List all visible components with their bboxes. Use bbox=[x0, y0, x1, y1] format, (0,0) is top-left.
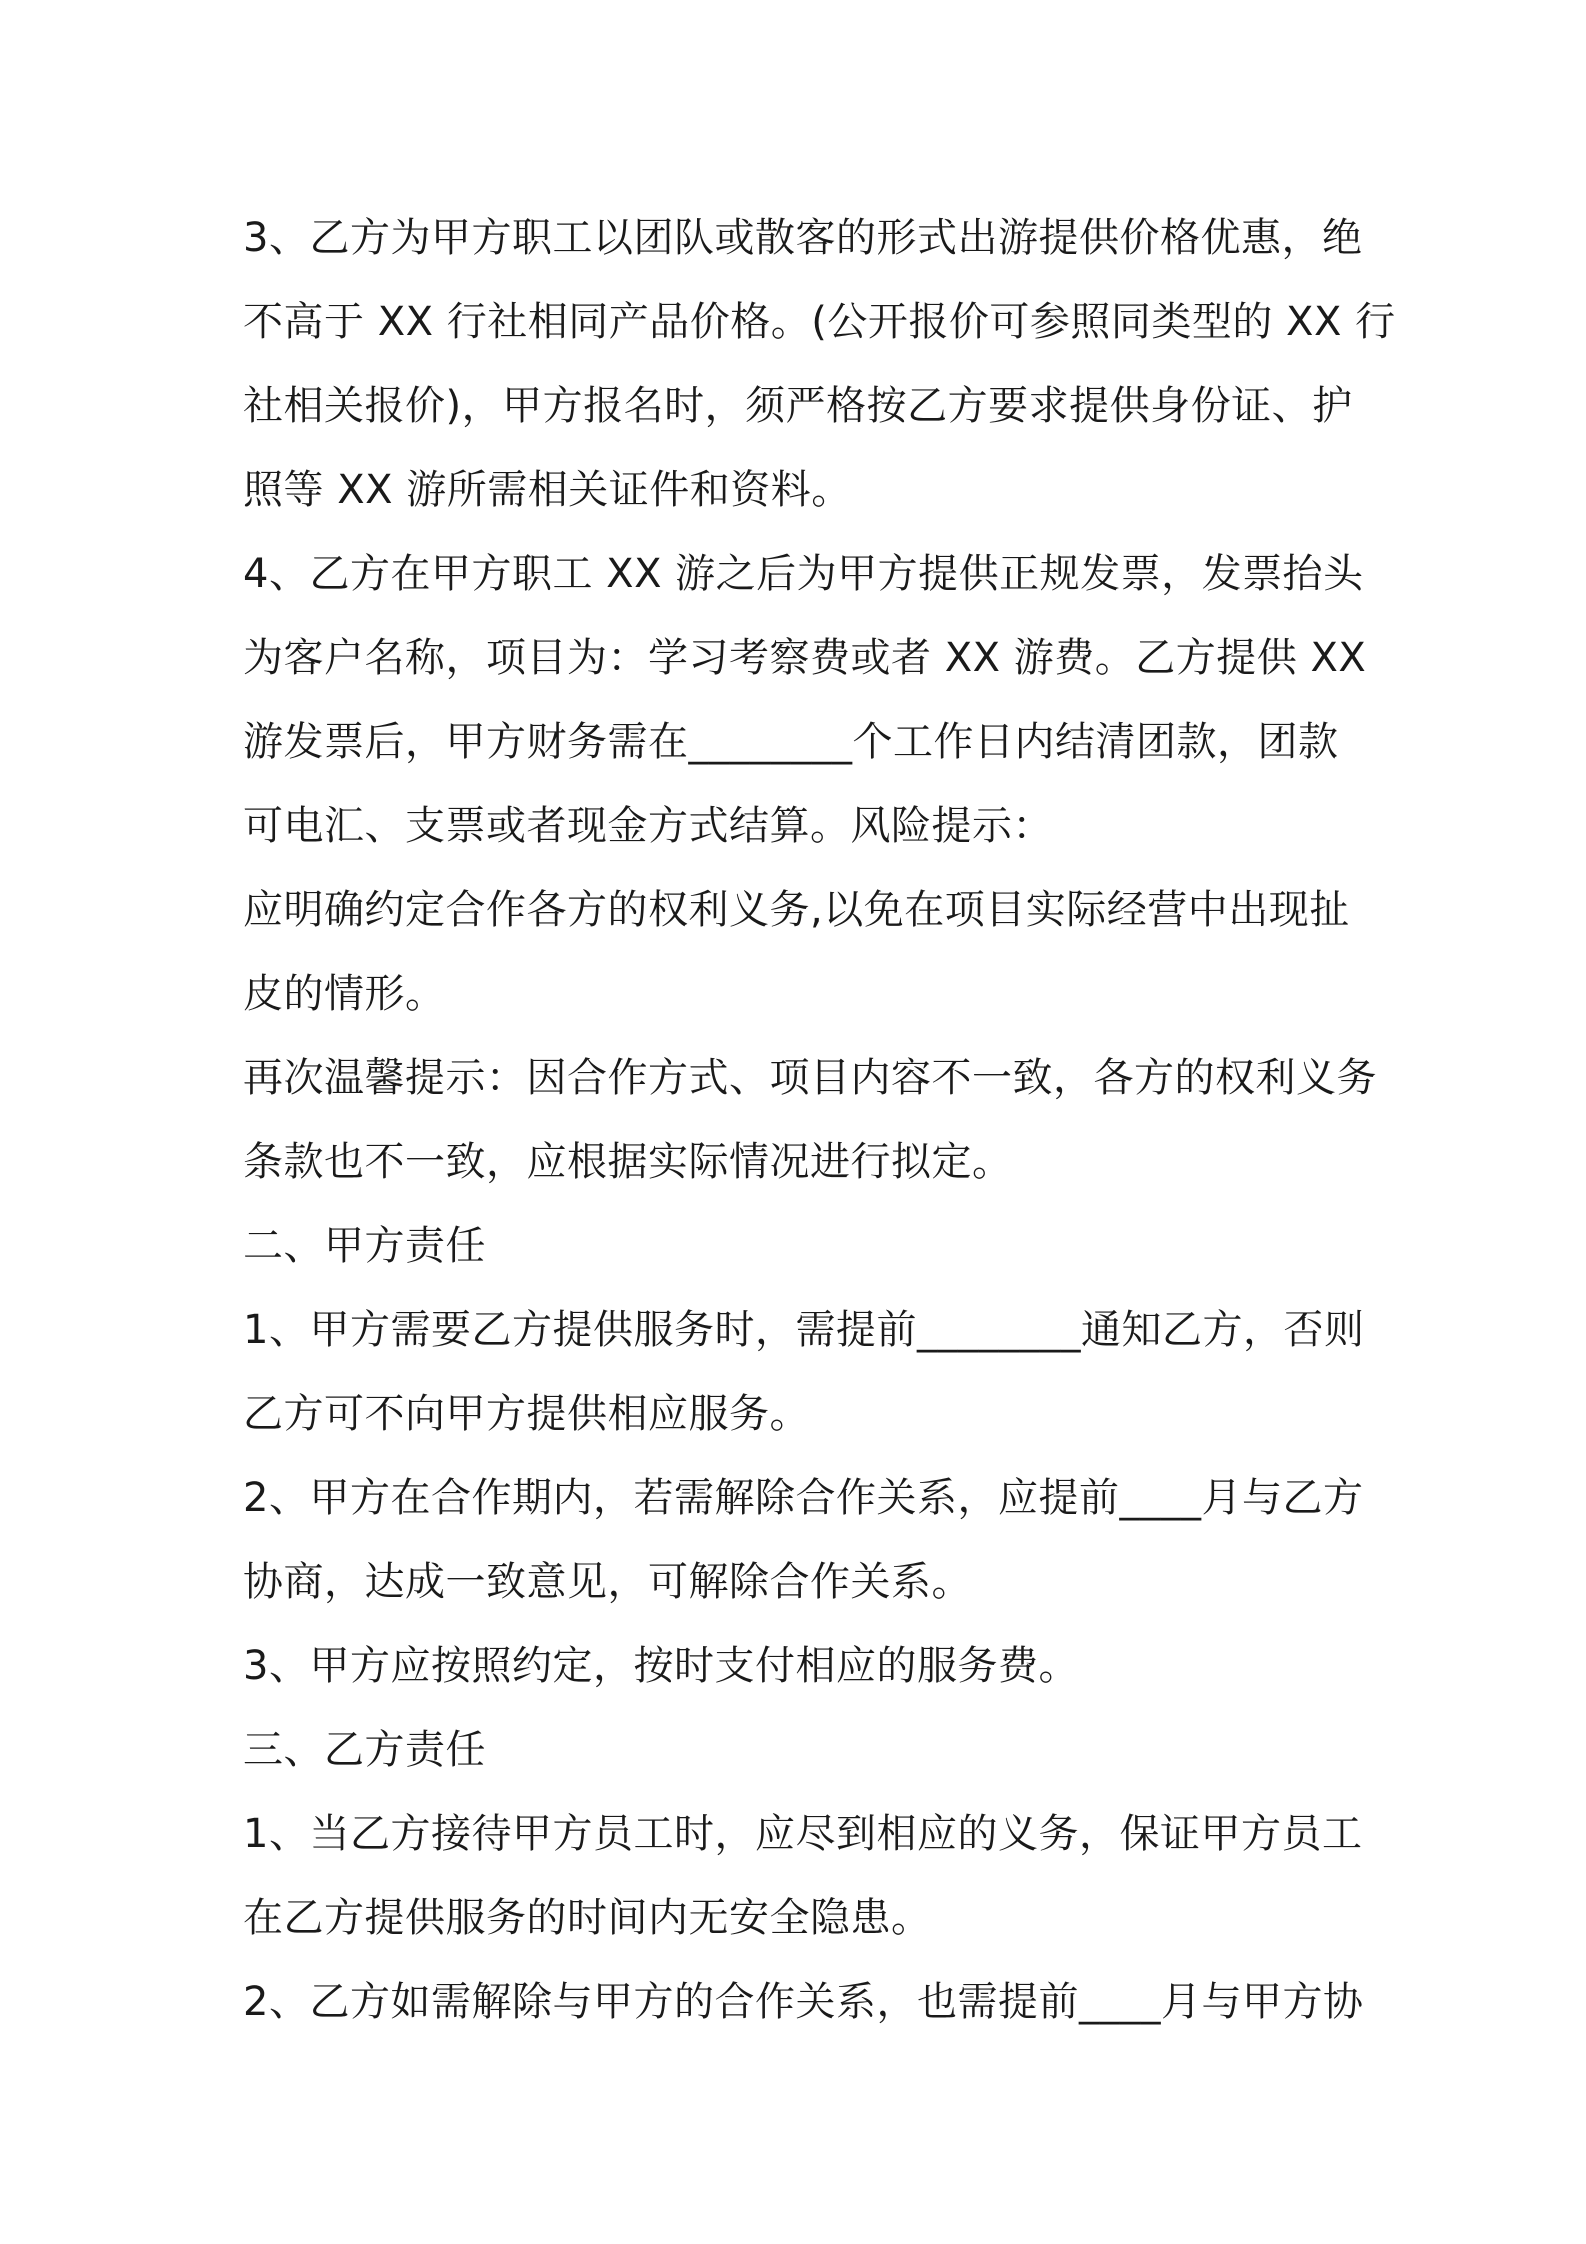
text-line: 1、当乙方接待甲方员工时，应尽到相应的义务，保证甲方员工 bbox=[243, 1811, 1363, 1857]
text-line: 不高于 XX 行社相同产品价格。(公开报价可参照同类型的 XX 行 bbox=[243, 299, 1396, 345]
text-line: 条款也不一致，应根据实际情况进行拟定。 bbox=[243, 1139, 1013, 1185]
text-line: 社相关报价)，甲方报名时，须严格按乙方要求提供身份证、护 bbox=[243, 383, 1353, 429]
text-line: 2、乙方如需解除与甲方的合作关系，也需提前____月与甲方协 bbox=[243, 1979, 1364, 2025]
text-line: 2、甲方在合作期内，若需解除合作关系，应提前____月与乙方 bbox=[243, 1475, 1364, 1521]
text-line: 4、乙方在甲方职工 XX 游之后为甲方提供正规发票，发票抬头 bbox=[243, 551, 1364, 597]
text-line: 协商，达成一致意见，可解除合作关系。 bbox=[243, 1559, 972, 1605]
text-line: 再次温馨提示：因合作方式、项目内容不一致，各方的权利义务 bbox=[243, 1055, 1377, 1101]
text-line: 1、甲方需要乙方提供服务时，需提前________通知乙方，否则 bbox=[243, 1307, 1365, 1353]
text-line: 游发票后，甲方财务需在________个工作日内结清团款，团款 bbox=[243, 719, 1339, 765]
document-body bbox=[243, 196, 1396, 2044]
text-line: 乙方可不向甲方提供相应服务。 bbox=[243, 1391, 810, 1437]
text-line: 3、乙方为甲方职工以团队或散客的形式出游提供价格优惠，绝 bbox=[243, 215, 1363, 261]
text-line: 在乙方提供服务的时间内无安全隐患。 bbox=[243, 1895, 932, 1941]
text-line: 照等 XX 游所需相关证件和资料。 bbox=[243, 467, 852, 513]
text-line: 应明确约定合作各方的权利义务,以免在项目实际经营中出现扯 bbox=[243, 887, 1350, 933]
text-line: 3、甲方应按照约定，按时支付相应的服务费。 bbox=[243, 1643, 1079, 1689]
text-line: 皮的情形。 bbox=[243, 971, 446, 1017]
section-heading: 二、甲方责任 bbox=[243, 1223, 486, 1269]
section-heading: 三、乙方责任 bbox=[243, 1727, 486, 1773]
text-line: 为客户名称，项目为：学习考察费或者 XX 游费。乙方提供 XX bbox=[243, 635, 1367, 681]
text-line: 可电汇、支票或者现金方式结算。风险提示： bbox=[243, 803, 1053, 849]
